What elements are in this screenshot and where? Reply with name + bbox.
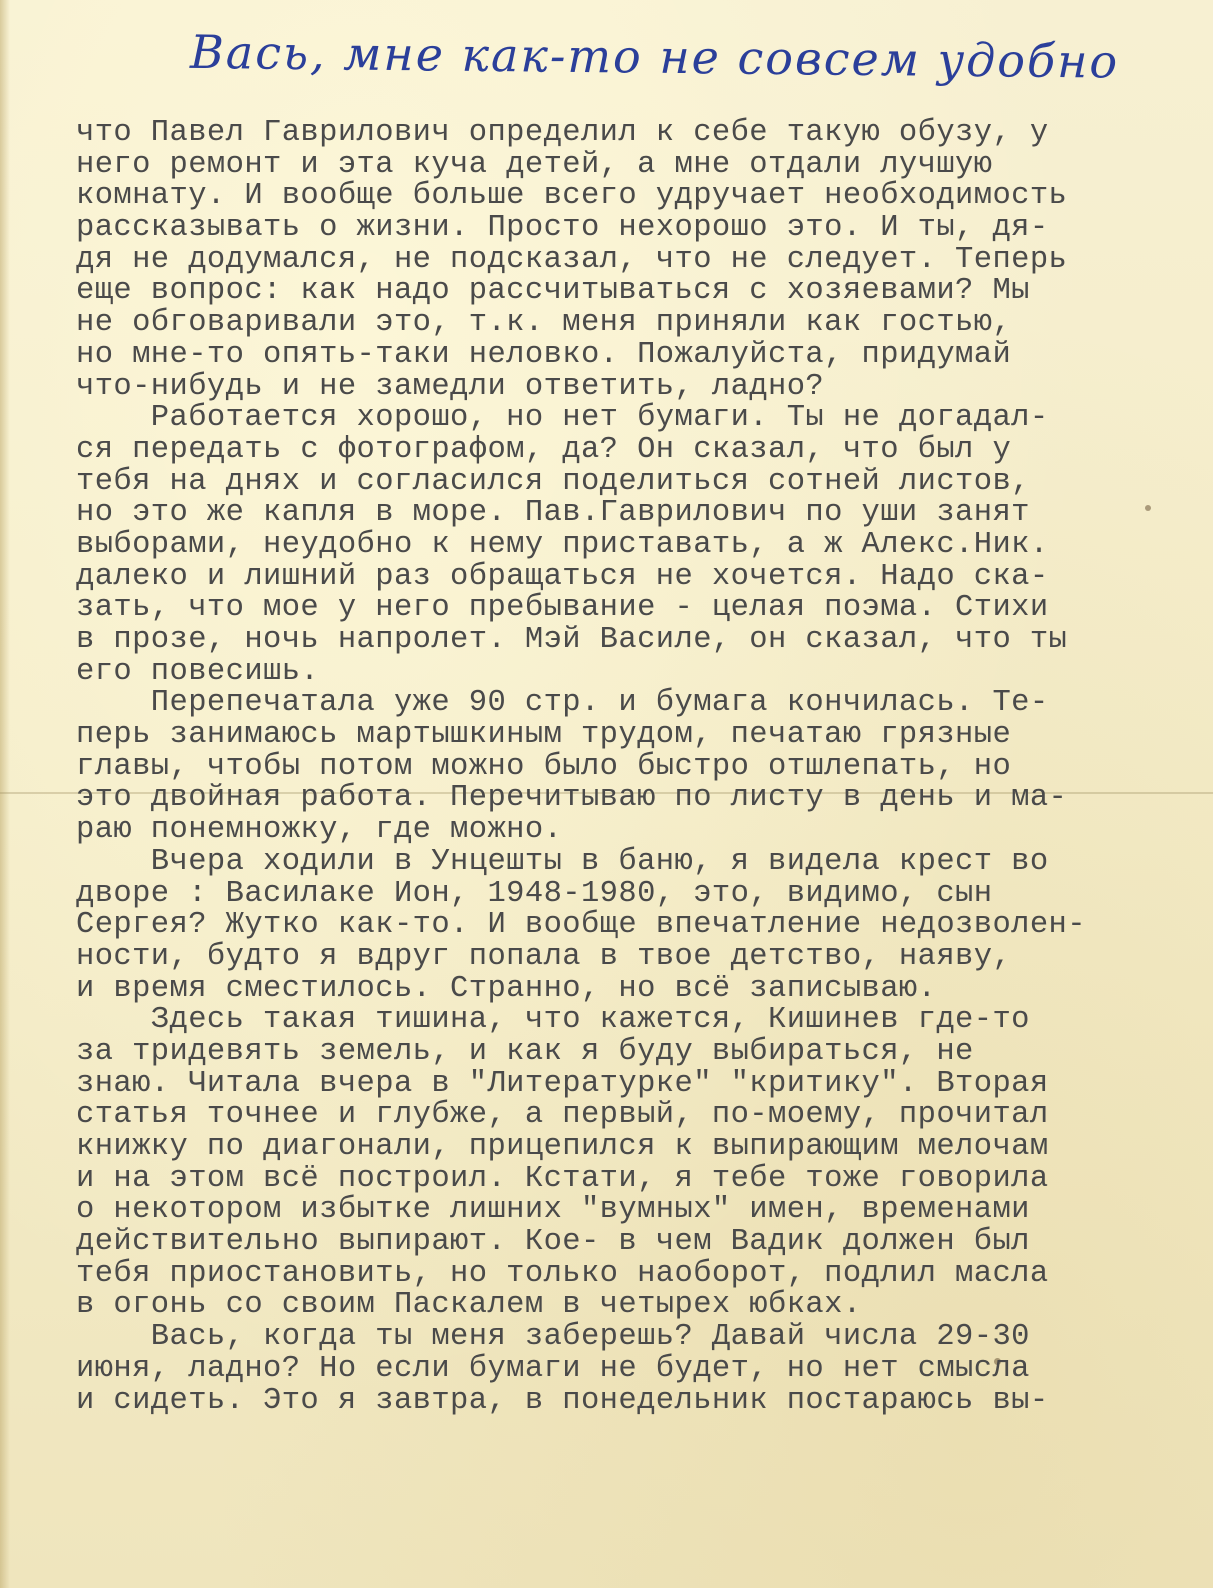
text-line: раю понемножку, где можно. (76, 813, 563, 848)
text-line: но мне-то опять-таки неловко. Пожалуйста, придумай (76, 337, 1012, 372)
text-line: и сидеть. Это я завтра, в понедельник постараюсь вы- (76, 1383, 1049, 1418)
text-line: тебя на днях и согласился поделиться сотней листов, (76, 464, 1030, 499)
typewritten-body (76, 118, 1176, 1417)
text-line: действительно выпирают. Кое- в чем Вадик должен был (76, 1225, 1030, 1260)
text-line: далеко и лишний раз обращаться не хочется. Надо ска- (76, 559, 1049, 594)
text-line: и на этом всё построил. Кстати, я тебе тоже говорила (76, 1161, 1049, 1196)
text-line: ся передать с фотографом, да? Он сказал, что был у (76, 432, 1012, 467)
text-line: дворе : Василаке Ион, 1948-1980, это, видимо, сын (76, 876, 993, 911)
text-line: дя не додумался, не подсказал, что не следует. Теперь (76, 242, 1068, 277)
text-line: него ремонт и эта куча детей, а мне отдали лучшую (76, 147, 993, 182)
text-line: Вчера ходили в Унцешты в баню, я видела крест во (76, 844, 1049, 879)
text-line: Перепечатала уже 90 стр. и бумага кончилась. Те- (76, 686, 1049, 721)
text-line: ности, будто я вдруг попала в твое детство, наяву, (76, 939, 1012, 974)
text-line: зать, что мое у него пребывание - целая поэма. Стихи (76, 591, 1049, 626)
paper-edge-shadow (0, 0, 10, 1588)
text-line: не обговаривали это, т.к. меня приняли как гостью, (76, 306, 1012, 341)
text-line: что Павел Гаврилович определил к себе такую обузу, у (76, 116, 1049, 150)
text-line: статья точнее и глубже, а первый, по-моему, прочитал (76, 1098, 1049, 1133)
text-line: Вась, когда ты меня заберешь? Давай числа 29-30 (76, 1320, 1030, 1355)
text-line: июня, ладно? Но если бумаги не будет, но нет смысла (76, 1351, 1030, 1386)
text-line: за тридевять земель, и как я буду выбираться, не (76, 1034, 974, 1069)
text-line: Работается хорошо, но нет бумаги. Ты не догадал- (76, 401, 1049, 436)
text-line: в прозе, ночь напролет. Мэй Василе, он сказал, что ты (76, 623, 1068, 657)
text-line: его повесишь. (76, 654, 320, 689)
text-line: книжку по диагонали, прицепился к выпирающим мелочам (76, 1130, 1049, 1164)
text-line: и время сместилось. Странно, но всё записываю. (76, 971, 937, 1006)
text-line: Здесь такая тишина, что кажется, Кишинев где-то (76, 1003, 1030, 1038)
text-line: но это же капля в море. Пав.Гаврилович по уши занят (76, 496, 1030, 531)
handwritten-heading: Вась, мне как-то не совсем удобно (189, 24, 1120, 89)
text-line: Сергея? Жутко как-то. И вообще впечатление недозволен- (76, 908, 1086, 943)
text-line: выборами, неудобно к нему приставать, а ж Алекс.Ник. (76, 527, 1049, 562)
text-line: рассказывать о жизни. Просто нехорошо это. И ты, дя- (76, 211, 1049, 246)
text-line: еще вопрос: как надо рассчитываться с хозяевами? Мы (76, 274, 1030, 309)
text-line: что-нибудь и не замедли ответить, ладно? (76, 369, 825, 404)
text-line: о некотором избытке лишних "вумных" имен, временами (76, 1193, 1030, 1228)
text-line: это двойная работа. Перечитываю по листу в день и ма- (76, 781, 1068, 816)
text-line: перь занимаюсь мартышкиным трудом, печатаю грязные (76, 718, 1012, 753)
text-line: в огонь со своим Паскалем в четырех юбках. (76, 1288, 862, 1323)
text-line: тебя приостановить, но только наоборот, подлил масла (76, 1256, 1049, 1291)
text-line: комнату. И вообще больше всего удручает необходимость (76, 179, 1068, 214)
text-line: знаю. Читала вчера в "Литературке" "критику". Вторая (76, 1066, 1049, 1101)
text-line: главы, чтобы потом можно было быстро отшлепать, но (76, 749, 1012, 784)
